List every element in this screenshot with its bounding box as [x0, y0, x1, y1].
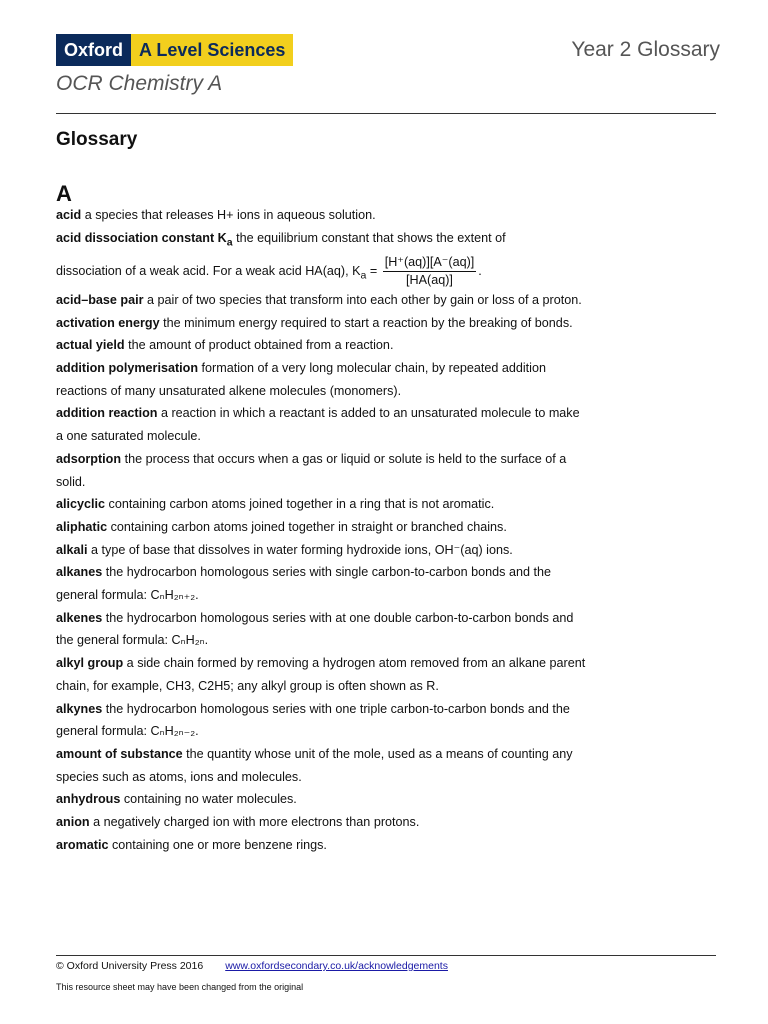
glossary-entry [56, 607, 586, 652]
entry-definition: a pair of two species that transform into each other by gain or loss of a proton. [143, 292, 582, 307]
header-divider [56, 113, 716, 114]
section-letter: A [56, 181, 72, 206]
acknowledgements-link[interactable]: www.oxfordsecondary.co.uk/acknowledgements [225, 960, 448, 972]
entry-definition: containing carbon atoms joined together in a ring that is not aromatic. [105, 497, 495, 512]
glossary-entry [56, 698, 586, 743]
entry-term: amount of substance [56, 746, 183, 761]
footer-divider [56, 955, 716, 956]
entry-definition: a negatively charged ion with more electrons than protons. [89, 815, 420, 830]
entry-term: alkynes [56, 701, 103, 716]
ka-numerator: [H⁺(aq)][A⁻(aq)] [383, 254, 477, 272]
glossary-entry [56, 357, 586, 402]
entry-definition: a reaction in which a reactant is added to an unsaturated molecule to make a one saturated molecule. [56, 406, 580, 444]
document-year-title: Year 2 Glossary [571, 38, 720, 61]
page-title: Glossary [56, 129, 138, 150]
entry-definition: formation of a very long molecular chain, by repeated addition reactions of many unsaturated alkene molecules (monomers). [56, 361, 546, 398]
entry-term: acid–base pair [56, 292, 144, 307]
glossary-entry [56, 312, 586, 335]
entry-term: acid dissociation constant $K_a$ [56, 230, 233, 249]
subject-title: OCR Chemistry A [56, 72, 223, 95]
glossary-entry [56, 561, 586, 606]
entry-definition: the equilibrium constant that shows the extent of [232, 230, 506, 245]
entry-term: aliphatic [56, 519, 108, 534]
entry-definition: the quantity whose unit of the mole, used as a means of counting any species such as atoms, ions and molecules. [56, 746, 573, 784]
entry-term: alkali [56, 542, 88, 557]
entry-definition-cont: dissociation of a weak acid. For a weak acid HA(aq), $K_a$ = [56, 263, 381, 282]
copyright-text: © Oxford University Press 2016 [56, 960, 204, 972]
entry-definition: the hydrocarbon homologous series with one triple carbon-to-carbon bonds and the general formula: CₙH₂ₙ₋₂. [56, 701, 570, 739]
glossary-entry [56, 516, 586, 539]
glossary-entry [56, 652, 586, 697]
glossary-entry [56, 402, 586, 447]
glossary-entry [56, 334, 586, 357]
entry-definition: a type of base that dissolves in water forming hydroxide ions, OH⁻(aq) ions. [87, 542, 513, 557]
entry-definition: the hydrocarbon homologous series with at one double carbon-to-carbon bonds and the general formula: CₙH₂ₙ. [56, 610, 574, 648]
entry-term: actual yield [56, 338, 125, 353]
logo-a-level-sciences: A Level Sciences [131, 34, 293, 66]
glossary-entry [56, 743, 586, 788]
entry-term: aromatic [56, 837, 109, 852]
glossary-entry [56, 289, 586, 312]
entry-definition: containing carbon atoms joined together in straight or branched chains. [107, 519, 507, 534]
entry-term: anion [56, 815, 90, 830]
glossary-entry [56, 834, 586, 857]
resource-note: This resource sheet may have been changed from the original [56, 982, 304, 992]
glossary-entry [56, 493, 586, 516]
entry-definition: the amount of product obtained from a reaction. [124, 338, 394, 353]
entry-definition: containing one or more benzene rings. [108, 837, 327, 852]
ka-fraction [383, 254, 477, 289]
entry-definition: containing no water molecules. [120, 792, 297, 807]
glossary-entry [56, 539, 586, 562]
footer [56, 960, 448, 972]
entry-definition: the process that occurs when a gas or liquid or solute is held to the surface of a solid. [56, 451, 567, 489]
ka-denominator: [HA(aq)] [406, 272, 453, 287]
entry-definition: a species that releases H+ ions in aqueous solution. [81, 208, 376, 222]
glossary-entries [56, 204, 586, 857]
publisher-logo [56, 34, 293, 66]
entry-term: alkanes [56, 565, 103, 580]
entry-term: anhydrous [56, 792, 121, 807]
entry-definition: the hydrocarbon homologous series with single carbon-to-carbon bonds and the general formula: CₙH₂ₙ₊₂. [56, 565, 551, 603]
entry-term: alkyl group [56, 656, 124, 671]
entry-term: alkenes [56, 610, 103, 625]
glossary-entry [56, 204, 586, 227]
glossary-entry [56, 811, 586, 834]
entry-definition: the minimum energy required to start a reaction by the breaking of bonds. [159, 315, 573, 330]
entry-term: addition polymerisation [56, 361, 199, 376]
glossary-entry-ka: acid dissociation constant $K_a$ the equilibrium constant that shows the extent of dissociation of a weak acid. For a weak acid HA(aq), $K_a$ = $\frac{[H^+(aq)][A^-(aq)]}{[HA(aq)]}$ . [56, 230, 506, 287]
entry-definition: a side chain formed by removing a hydrogen atom removed from an alkane parent chain, for example, CH3, C2H5; any alkyl group is often shown as R. [56, 656, 586, 693]
entry-term: activation energy [56, 315, 160, 330]
logo-oxford: Oxford [56, 34, 131, 66]
glossary-entry [56, 788, 586, 811]
entry-term: addition reaction [56, 406, 158, 421]
glossary-entry [56, 448, 586, 493]
entry-term: adsorption [56, 451, 122, 466]
entry-term: alicyclic [56, 497, 106, 512]
entry-term: acid [56, 208, 82, 222]
